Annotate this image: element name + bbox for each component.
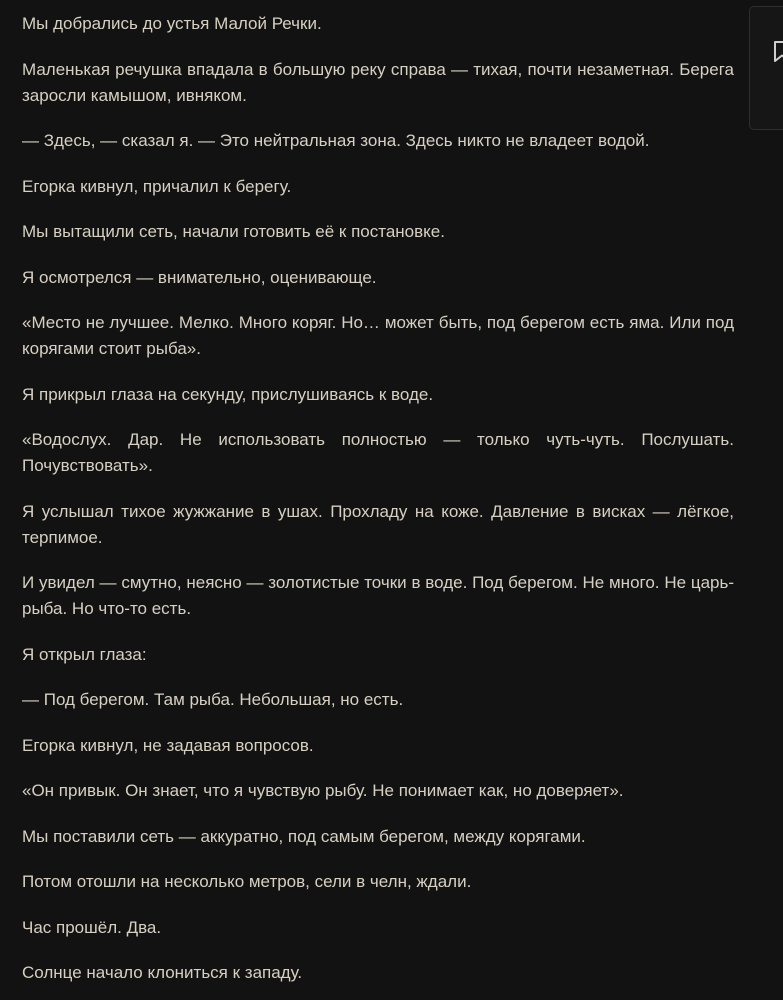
paragraph: Егорка кивнул, не задавая вопросов. bbox=[22, 735, 314, 755]
paragraph: «Место не лучшее. Мелко. Много коряг. Но… может быть, под берегом есть яма. Или под корягами стоит рыба». bbox=[22, 313, 734, 358]
paragraph: Я прикрыл глаза на секунду, прислушиваясь к воде. bbox=[22, 384, 434, 404]
paragraph: — Здесь, — сказал я. — Это нейтральная зона. Здесь никто не владеет водой. bbox=[22, 131, 650, 150]
paragraph: Мы поставили сеть — аккуратно, под самым берегом, между корягами. bbox=[22, 826, 586, 846]
paragraph: И увидел — смутно, неясно — золотистые точки в воде. Под берегом. Не много. Не царь-рыба. Но что-то есть. bbox=[22, 573, 734, 618]
paragraph: Я осмотрелся — внимательно, оценивающе. bbox=[22, 267, 377, 287]
paragraph: Я открыл глаза: bbox=[22, 644, 147, 664]
paragraph: Час прошёл. Два. bbox=[22, 917, 162, 937]
paragraph: Солнце начало клониться к западу. bbox=[22, 963, 303, 982]
paragraph: Егорка кивнул, причалил к берегу. bbox=[22, 176, 292, 196]
reader-text bbox=[22, 11, 734, 1000]
paragraph: Маленькая речушка впадала в большую реку справа — тихая, почти незаметная. Берега заросли камышом, ивняком. bbox=[22, 59, 734, 105]
paragraph: «Он привык. Он знает, что я чувствую рыбу. Не понимает как, но доверяет». bbox=[22, 781, 624, 800]
bookmark-icon[interactable] bbox=[772, 40, 783, 64]
paragraph: — Под берегом. Там рыба. Небольшая, но есть. bbox=[22, 690, 404, 709]
paragraph: Потом отошли на несколько метров, сели в челн, ждали. bbox=[22, 872, 472, 891]
paragraph: Я услышал тихое жужжание в ушах. Прохладу на коже. Давление в висках — лёгкое, терпимое. bbox=[22, 501, 734, 547]
side-panel[interactable] bbox=[749, 6, 783, 130]
paragraph: «Водослух. Дар. Не использовать полностью — только чуть-чуть. Послушать. Почувствовать». bbox=[22, 430, 734, 475]
paragraph: Мы вытащили сеть, начали готовить её к постановке. bbox=[22, 222, 445, 241]
paragraph: Мы добрались до устья Малой Речки. bbox=[22, 14, 322, 33]
